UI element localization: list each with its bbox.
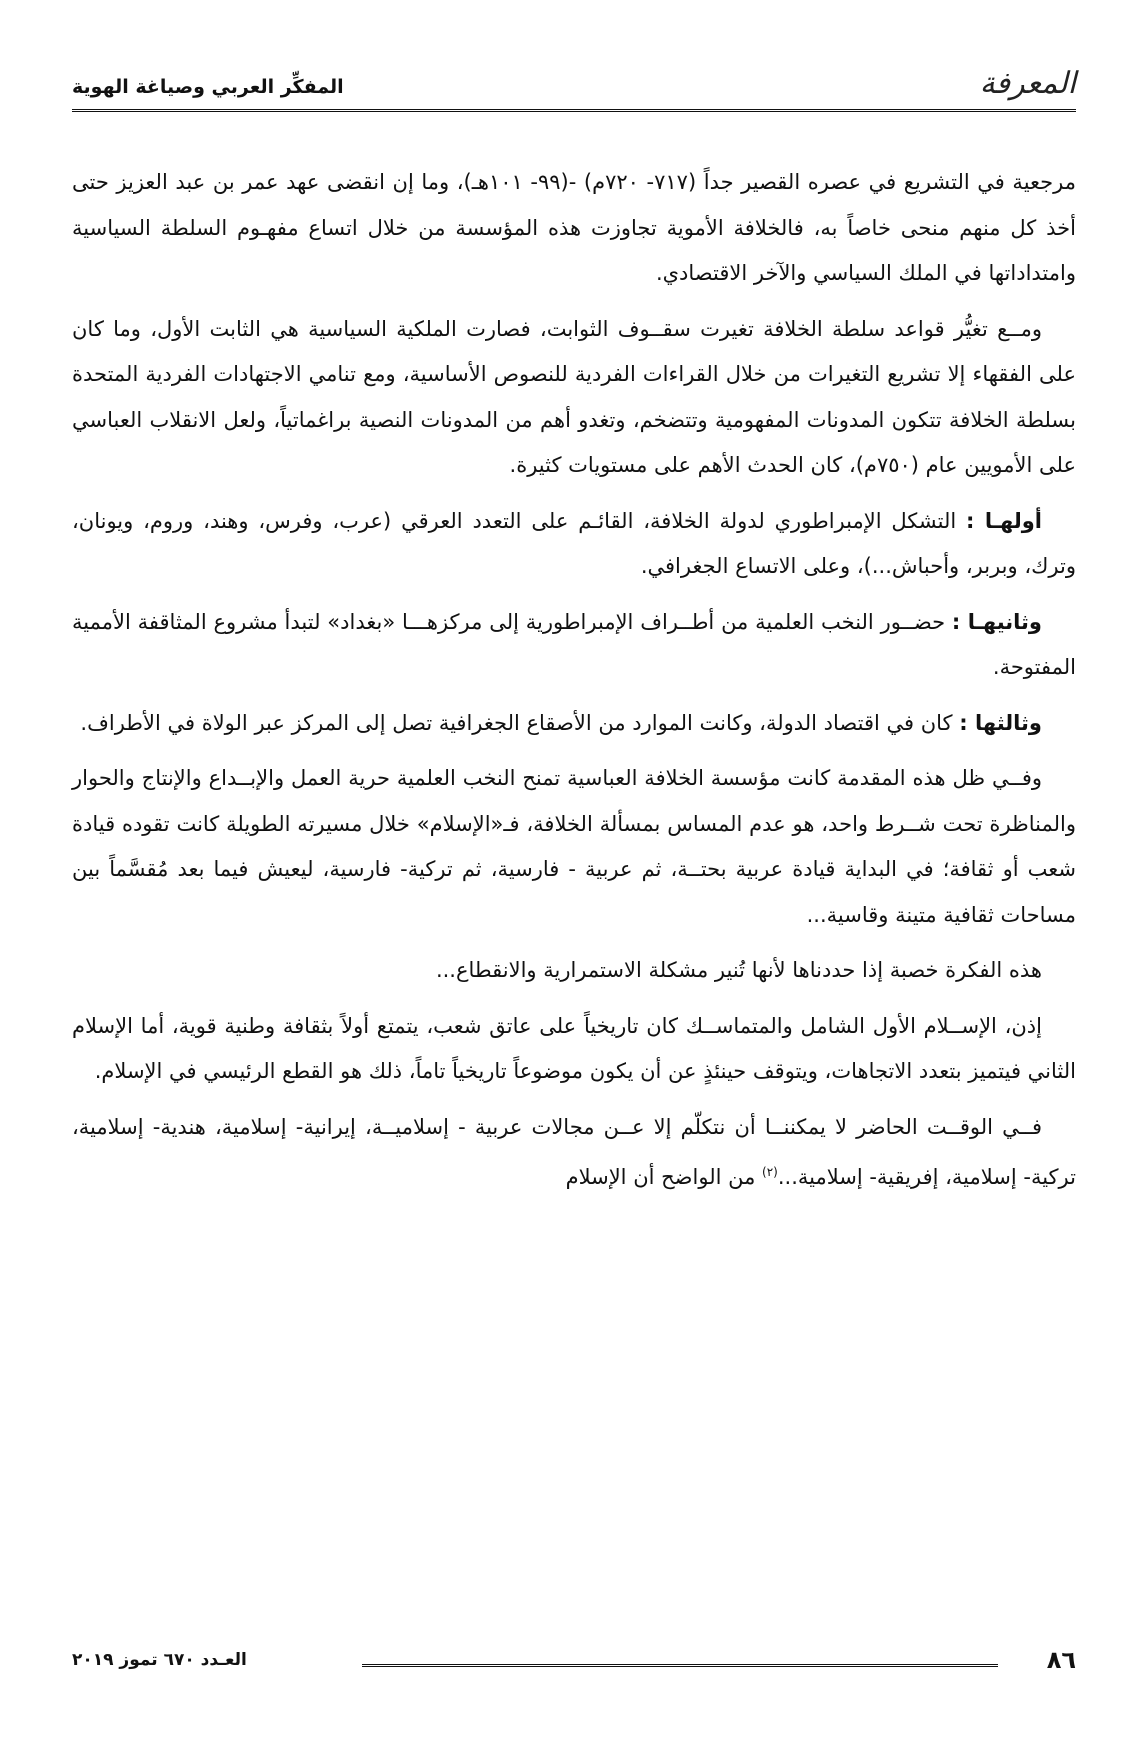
paragraph-lead: أولهـا : [966,508,1042,533]
paragraph [72,1105,1076,1201]
paragraph-lead: وثالثها : [959,710,1042,735]
page-footer [72,1646,1076,1686]
paragraph-text: وفــي ظل هذه المقدمة كانت مؤسسة الخلافة العباسية تمنح النخب العلمية حرية العمل والإبــداع والإنتاج والحوار والمناظرة تحت شــرط واحد، هو عدم المساس بمسألة الخلافة، فـ«الإسلام» خلال مسيرته الطويلة كانت تقوده قيادة شعب أو ثقافة؛ في البداية قيادة عربية بحتــة، ثم عربية - فارسية، ثم تركية- فارسية، ليعيش فيما بعد مُقسَّماً بين مساحات ثقافية متينة وقاسية... [72,766,1076,927]
paragraph [72,756,1076,938]
page-number: ٨٦ [1046,1646,1076,1674]
paragraph-lead: وثانيهـا : [951,609,1042,634]
paragraph-text-tail: من الواضح أن الإسلام [565,1165,763,1189]
paragraph-text: مرجعية في التشريع في عصره القصير جداً (٧١٧- ٧٢٠م) -(٩٩- ١٠١هـ)، وما إن انقضى عهد عمر بن عبد العزيز حتى أخذ كل منهم منحى خاصاً به، فالخلافة الأموية تجاوزت هذه المؤسسة من خلال اتساع مفهـوم السلطة السياسية وامتداداتها في الملك السياسي والآخر الاقتصادي. [72,170,1076,285]
paragraph-text: هذه الفكرة خصبة إذا حددناها لأنها تُنير مشكلة الاستمرارية والانقطاع... [435,958,1042,982]
paragraph [72,1004,1076,1095]
footer-rule [362,1664,998,1667]
paragraph-text: التشكل الإمبراطوري لدولة الخلافة، القائـم على التعدد العرقي (عرب، وفرس، وهند، وروم، ويونان، وترك، وبربر، وأحباش...)، وعلى الاتساع الجغرافي. [72,508,1076,578]
paragraph-text: كان في اقتصاد الدولة، وكانت الموارد من الأصقاع الجغرافية تصل إلى المركز عبر الولاة في الأطراف. [80,710,953,735]
magazine-logo: المعرفة [979,66,1076,101]
running-title: المفكِّر العربي وصياغة الهوية [72,76,344,98]
article-body [72,160,1076,1211]
paragraph-text: حضــور النخب العلمية من أطــراف الإمبراطورية إلى مركزهـــا «بغداد» لتبدأ مشروع المثاقفة الأممية المفتوحة. [72,609,1076,679]
paragraph [72,600,1076,691]
paragraph [72,499,1076,590]
paragraph-text: ومــع تغيُّر قواعد سلطة الخلافة تغيرت سقــوف الثوابت، فصارت الملكية السياسية هي الثابت الأول، وما كان على الفقهاء إلا تشريع التغيرات من خلال القراءات الفردية للنصوص الأساسية، ومع تنامي الاجتهادات الفردية المتحدة بسلطة الخلافة تتكون المدونات المفهومية وتتضخم، وتغدو أهم من المدونات النصية براغماتياً، ولعل الانقلاب العباسي على الأمويين عام (٧٥٠م)، كان الحدث الأهم على مستويات كثيرة. [72,316,1076,477]
paragraph-text: إذن، الإســلام الأول الشامل والمتماســك كان تاريخياً على عاتق شعب، يتمتع أولاً بثقافة وطنية قوية، أما الإسلام الثاني فيتميز بتعدد الاتجاهات، ويتوقف حينئذٍ عن أن يكون موضوعاً تاريخياً تاماً، ذلك هو القطع الرئيسي في الإسلام. [72,1013,1076,1083]
paragraph [72,160,1076,297]
header-rule [72,109,1076,112]
page-header [72,60,1076,112]
paragraph-text: فــي الوقــت الحاضر لا يمكننــا أن نتكلّم إلا عــن مجالات عربية - إسلاميــة، إيرانية- إسلامية، هندية- إسلامية، تركية- إسلامية، إفريقية- إسلامية... [72,1114,1076,1189]
paragraph [72,948,1076,994]
paragraph [72,307,1076,489]
paragraph [72,701,1076,747]
footnote-marker: (٢) [762,1165,778,1179]
issue-info: العـدد ٦٧٠ تموز ٢٠١٩ [72,1650,247,1670]
